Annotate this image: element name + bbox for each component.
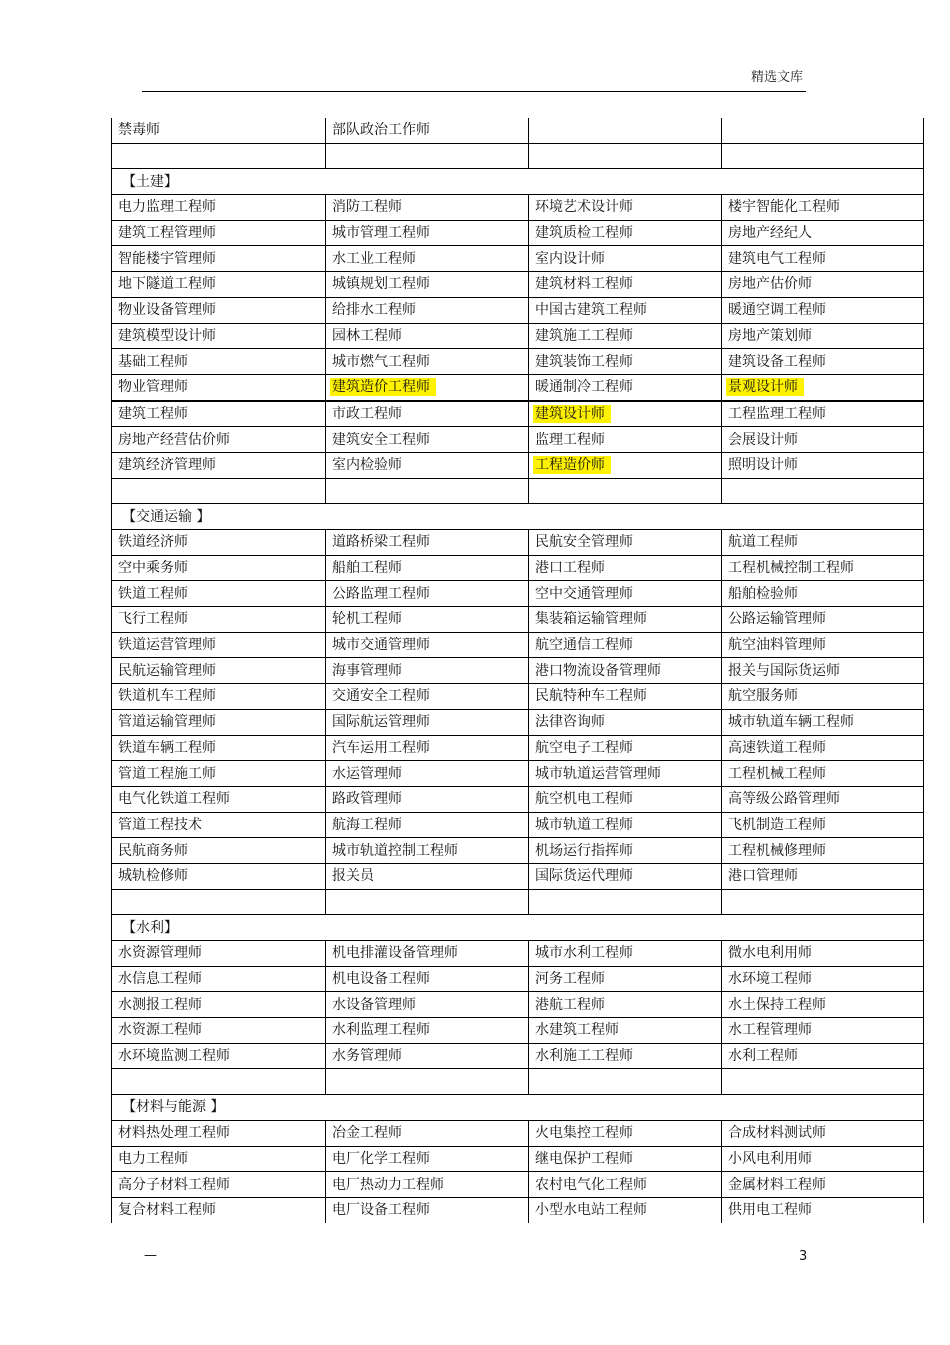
table-cell bbox=[326, 374, 529, 400]
table-cell: 水工程管理师 bbox=[722, 1018, 924, 1044]
table-cell bbox=[326, 143, 529, 169]
footer-dash: — bbox=[144, 1248, 157, 1263]
table-row bbox=[112, 452, 924, 478]
table-cell: 国际货运代理师 bbox=[529, 863, 722, 889]
table-cell: 机电排灌设备管理师 bbox=[326, 941, 529, 967]
table-cell: 管道工程施工师 bbox=[112, 761, 326, 787]
table-row bbox=[112, 889, 924, 915]
section-header-row bbox=[112, 169, 924, 195]
table-cell: 城轨检修师 bbox=[112, 863, 326, 889]
table-cell: 铁道经济师 bbox=[112, 530, 326, 556]
table-row bbox=[112, 143, 924, 169]
table-row bbox=[112, 1172, 924, 1198]
table-row bbox=[112, 246, 924, 272]
table-cell: 城市轨道工程师 bbox=[529, 812, 722, 838]
table-cell: 港口工程师 bbox=[529, 555, 722, 581]
highlighted-text: 景观设计师 bbox=[726, 378, 804, 396]
table-cell: 给排水工程师 bbox=[326, 297, 529, 323]
table-cell: 消防工程师 bbox=[326, 195, 529, 221]
table-cell: 集装箱运输管理师 bbox=[529, 607, 722, 633]
table-cell: 铁道车辆工程师 bbox=[112, 735, 326, 761]
table-cell bbox=[722, 889, 924, 915]
table-cell: 城市管理工程师 bbox=[326, 220, 529, 246]
table-cell: 航道工程师 bbox=[722, 530, 924, 556]
table-cell: 中国古建筑工程师 bbox=[529, 297, 722, 323]
table-cell: 机电设备工程师 bbox=[326, 966, 529, 992]
table-cell: 港航工程师 bbox=[529, 992, 722, 1018]
table-cell: 冶金工程师 bbox=[326, 1120, 529, 1146]
table-cell: 法律咨询师 bbox=[529, 709, 722, 735]
table-cell: 物业设备管理师 bbox=[112, 297, 326, 323]
table-cell: 电厂热动力工程师 bbox=[326, 1172, 529, 1198]
table-cell: 暖通制冷工程师 bbox=[529, 374, 722, 400]
table-cell: 航空通信工程师 bbox=[529, 632, 722, 658]
table-row bbox=[112, 941, 924, 967]
header-title: 精选文库 bbox=[751, 70, 804, 85]
table-cell: 民航安全管理师 bbox=[529, 530, 722, 556]
table-cell: 港口管理师 bbox=[722, 863, 924, 889]
table-cell: 船舶检验师 bbox=[722, 581, 924, 607]
table-cell: 建筑经济管理师 bbox=[112, 452, 326, 478]
table-cell: 汽车运用工程师 bbox=[326, 735, 529, 761]
table-cell bbox=[722, 1069, 924, 1095]
table-cell: 室内检验师 bbox=[326, 452, 529, 478]
table-cell: 城市轨道车辆工程师 bbox=[722, 709, 924, 735]
table-row bbox=[112, 349, 924, 375]
table-row bbox=[112, 272, 924, 298]
table-row bbox=[112, 195, 924, 221]
table-cell bbox=[529, 1069, 722, 1095]
table-cell: 报关与国际货运师 bbox=[722, 658, 924, 684]
table-cell: 水设备管理师 bbox=[326, 992, 529, 1018]
section-header-row bbox=[112, 1095, 924, 1121]
table-cell: 建筑安全工程师 bbox=[326, 427, 529, 453]
table-row bbox=[112, 1197, 924, 1222]
table-cell: 建筑材料工程师 bbox=[529, 272, 722, 298]
highlighted-text: 建筑造价工程师 bbox=[330, 378, 436, 396]
table-cell: 供用电工程师 bbox=[722, 1197, 924, 1222]
table-cell bbox=[326, 889, 529, 915]
table-row bbox=[112, 812, 924, 838]
table-cell: 机场运行指挥师 bbox=[529, 838, 722, 864]
table-row bbox=[112, 735, 924, 761]
table-cell: 水利工程师 bbox=[722, 1043, 924, 1069]
table-cell: 工程机械工程师 bbox=[722, 761, 924, 787]
table-cell: 铁道运营管理师 bbox=[112, 632, 326, 658]
table-cell: 河务工程师 bbox=[529, 966, 722, 992]
table-cell: 城市燃气工程师 bbox=[326, 349, 529, 375]
table-cell: 物业管理师 bbox=[112, 374, 326, 400]
table-cell bbox=[722, 143, 924, 169]
table-row bbox=[112, 1069, 924, 1095]
table-cell: 电厂设备工程师 bbox=[326, 1197, 529, 1222]
table-row bbox=[112, 220, 924, 246]
table-row bbox=[112, 478, 924, 504]
table-cell: 房地产经纪人 bbox=[722, 220, 924, 246]
table-row bbox=[112, 658, 924, 684]
table-row bbox=[112, 761, 924, 787]
table-cell: 小风电利用师 bbox=[722, 1146, 924, 1172]
table-cell: 建筑工程管理师 bbox=[112, 220, 326, 246]
table-cell: 建筑电气工程师 bbox=[722, 246, 924, 272]
table-cell: 合成材料测试师 bbox=[722, 1120, 924, 1146]
table-cell: 报关员 bbox=[326, 863, 529, 889]
table-cell: 建筑质检工程师 bbox=[529, 220, 722, 246]
table-cell: 照明设计师 bbox=[722, 452, 924, 478]
table-cell: 工程监理工程师 bbox=[722, 401, 924, 427]
table-cell: 小型水电站工程师 bbox=[529, 1197, 722, 1222]
table-cell: 水土保持工程师 bbox=[722, 992, 924, 1018]
table-cell: 城市轨道控制工程师 bbox=[326, 838, 529, 864]
table-row bbox=[112, 1120, 924, 1146]
table-cell: 农村电气化工程师 bbox=[529, 1172, 722, 1198]
table-row bbox=[112, 684, 924, 710]
table-cell: 公路运输管理师 bbox=[722, 607, 924, 633]
table-cell bbox=[326, 1069, 529, 1095]
table-cell: 地下隧道工程师 bbox=[112, 272, 326, 298]
table-cell: 铁道工程师 bbox=[112, 581, 326, 607]
table-row bbox=[112, 709, 924, 735]
table-cell: 建筑设备工程师 bbox=[722, 349, 924, 375]
table-cell bbox=[529, 452, 722, 478]
table-row bbox=[112, 530, 924, 556]
table-cell: 微水电利用师 bbox=[722, 941, 924, 967]
table-cell bbox=[529, 118, 722, 143]
page-number: 3 bbox=[799, 1249, 808, 1264]
table-cell: 火电集控工程师 bbox=[529, 1120, 722, 1146]
table-cell: 民航特种车工程师 bbox=[529, 684, 722, 710]
table-cell: 会展设计师 bbox=[722, 427, 924, 453]
table-cell: 智能楼宇管理师 bbox=[112, 246, 326, 272]
table-cell: 船舶工程师 bbox=[326, 555, 529, 581]
table-cell: 材料热处理工程师 bbox=[112, 1120, 326, 1146]
table-cell: 水利监理工程师 bbox=[326, 1018, 529, 1044]
table-cell: 电厂化学工程师 bbox=[326, 1146, 529, 1172]
section-header-row bbox=[112, 915, 924, 941]
table-cell: 高等级公路管理师 bbox=[722, 786, 924, 812]
table-row bbox=[112, 401, 924, 427]
table-row bbox=[112, 323, 924, 349]
highlighted-text: 工程造价师 bbox=[533, 456, 611, 474]
table-cell: 管道工程技术 bbox=[112, 812, 326, 838]
table-row bbox=[112, 118, 924, 143]
table-row bbox=[112, 838, 924, 864]
table-cell: 水利施工工程师 bbox=[529, 1043, 722, 1069]
table-cell: 工程机械控制工程师 bbox=[722, 555, 924, 581]
table-row bbox=[112, 992, 924, 1018]
table-cell: 水工业工程师 bbox=[326, 246, 529, 272]
highlighted-text: 建筑设计师 bbox=[533, 405, 611, 423]
table-row bbox=[112, 555, 924, 581]
table-cell: 电力工程师 bbox=[112, 1146, 326, 1172]
table-cell: 金属材料工程师 bbox=[722, 1172, 924, 1198]
table-cell: 航空油料管理师 bbox=[722, 632, 924, 658]
table-cell: 水环境监测工程师 bbox=[112, 1043, 326, 1069]
table-cell: 海事管理师 bbox=[326, 658, 529, 684]
table-row bbox=[112, 1146, 924, 1172]
table-row bbox=[112, 427, 924, 453]
table-cell: 铁道机车工程师 bbox=[112, 684, 326, 710]
table-cell: 公路监理工程师 bbox=[326, 581, 529, 607]
table-row bbox=[112, 1043, 924, 1069]
table-cell bbox=[722, 374, 924, 400]
table-cell: 港口物流设备管理师 bbox=[529, 658, 722, 684]
table-cell bbox=[722, 478, 924, 504]
table-cell bbox=[529, 401, 722, 427]
table-cell: 水环境工程师 bbox=[722, 966, 924, 992]
table-cell: 飞机制造工程师 bbox=[722, 812, 924, 838]
table-cell: 环境艺术设计师 bbox=[529, 195, 722, 221]
table-cell: 水建筑工程师 bbox=[529, 1018, 722, 1044]
section-label: 【交通运输 】 bbox=[112, 504, 924, 530]
table-cell: 建筑装饰工程师 bbox=[529, 349, 722, 375]
table-cell: 水测报工程师 bbox=[112, 992, 326, 1018]
table-cell: 禁毒师 bbox=[112, 118, 326, 143]
table-cell bbox=[112, 889, 326, 915]
career-table bbox=[111, 118, 924, 1223]
section-label: 【土建】 bbox=[112, 169, 924, 195]
table-cell: 城市水利工程师 bbox=[529, 941, 722, 967]
table-cell bbox=[112, 143, 326, 169]
table-cell: 高速铁道工程师 bbox=[722, 735, 924, 761]
table-cell: 道路桥梁工程师 bbox=[326, 530, 529, 556]
table-cell: 水资源管理师 bbox=[112, 941, 326, 967]
table-cell: 水资源工程师 bbox=[112, 1018, 326, 1044]
table-row bbox=[112, 966, 924, 992]
table-row bbox=[112, 581, 924, 607]
table-cell: 房地产估价师 bbox=[722, 272, 924, 298]
section-header-row bbox=[112, 504, 924, 530]
table-cell: 建筑模型设计师 bbox=[112, 323, 326, 349]
table-cell bbox=[529, 143, 722, 169]
table-cell bbox=[326, 478, 529, 504]
table-cell: 水运管理师 bbox=[326, 761, 529, 787]
table-cell: 交通安全工程师 bbox=[326, 684, 529, 710]
table-cell: 房地产策划师 bbox=[722, 323, 924, 349]
table-cell bbox=[529, 889, 722, 915]
table-cell: 管道运输管理师 bbox=[112, 709, 326, 735]
table-cell: 房地产经营估价师 bbox=[112, 427, 326, 453]
header-rule bbox=[142, 91, 806, 92]
table-cell bbox=[112, 1069, 326, 1095]
table-cell: 航空服务师 bbox=[722, 684, 924, 710]
table-cell: 建筑施工工程师 bbox=[529, 323, 722, 349]
table-cell: 航空机电工程师 bbox=[529, 786, 722, 812]
table-cell: 城市轨道运营管理师 bbox=[529, 761, 722, 787]
section-label: 【水利】 bbox=[112, 915, 924, 941]
table-cell: 电气化铁道工程师 bbox=[112, 786, 326, 812]
table-cell: 空中乘务师 bbox=[112, 555, 326, 581]
table-cell: 水务管理师 bbox=[326, 1043, 529, 1069]
table-cell bbox=[529, 478, 722, 504]
table-cell: 部队政治工作师 bbox=[326, 118, 529, 143]
table-cell: 路政管理师 bbox=[326, 786, 529, 812]
table-cell: 水信息工程师 bbox=[112, 966, 326, 992]
table-cell: 航海工程师 bbox=[326, 812, 529, 838]
table-cell: 建筑工程师 bbox=[112, 401, 326, 427]
table-row bbox=[112, 863, 924, 889]
table-row bbox=[112, 297, 924, 323]
table-cell: 工程机械修理师 bbox=[722, 838, 924, 864]
table-cell: 城市交通管理师 bbox=[326, 632, 529, 658]
table-cell: 民航运输管理师 bbox=[112, 658, 326, 684]
table-cell: 飞行工程师 bbox=[112, 607, 326, 633]
table-cell: 室内设计师 bbox=[529, 246, 722, 272]
table-row bbox=[112, 632, 924, 658]
table-cell: 高分子材料工程师 bbox=[112, 1172, 326, 1198]
table-row bbox=[112, 607, 924, 633]
table-cell: 监理工程师 bbox=[529, 427, 722, 453]
table-cell: 空中交通管理师 bbox=[529, 581, 722, 607]
table-cell: 轮机工程师 bbox=[326, 607, 529, 633]
table-cell: 电力监理工程师 bbox=[112, 195, 326, 221]
table-cell bbox=[112, 478, 326, 504]
table-cell: 楼宇智能化工程师 bbox=[722, 195, 924, 221]
section-label: 【材料与能源 】 bbox=[112, 1095, 924, 1121]
table-cell: 民航商务师 bbox=[112, 838, 326, 864]
table-row bbox=[112, 1018, 924, 1044]
table-cell: 继电保护工程师 bbox=[529, 1146, 722, 1172]
table-cell: 航空电子工程师 bbox=[529, 735, 722, 761]
table-cell: 城镇规划工程师 bbox=[326, 272, 529, 298]
table-cell: 园林工程师 bbox=[326, 323, 529, 349]
table-cell bbox=[722, 118, 924, 143]
table-cell: 市政工程师 bbox=[326, 401, 529, 427]
table-row bbox=[112, 374, 924, 400]
table-row bbox=[112, 786, 924, 812]
table-cell: 国际航运管理师 bbox=[326, 709, 529, 735]
table-cell: 复合材料工程师 bbox=[112, 1197, 326, 1222]
career-table-body bbox=[112, 118, 924, 1223]
table-cell: 基础工程师 bbox=[112, 349, 326, 375]
table-cell: 暖通空调工程师 bbox=[722, 297, 924, 323]
